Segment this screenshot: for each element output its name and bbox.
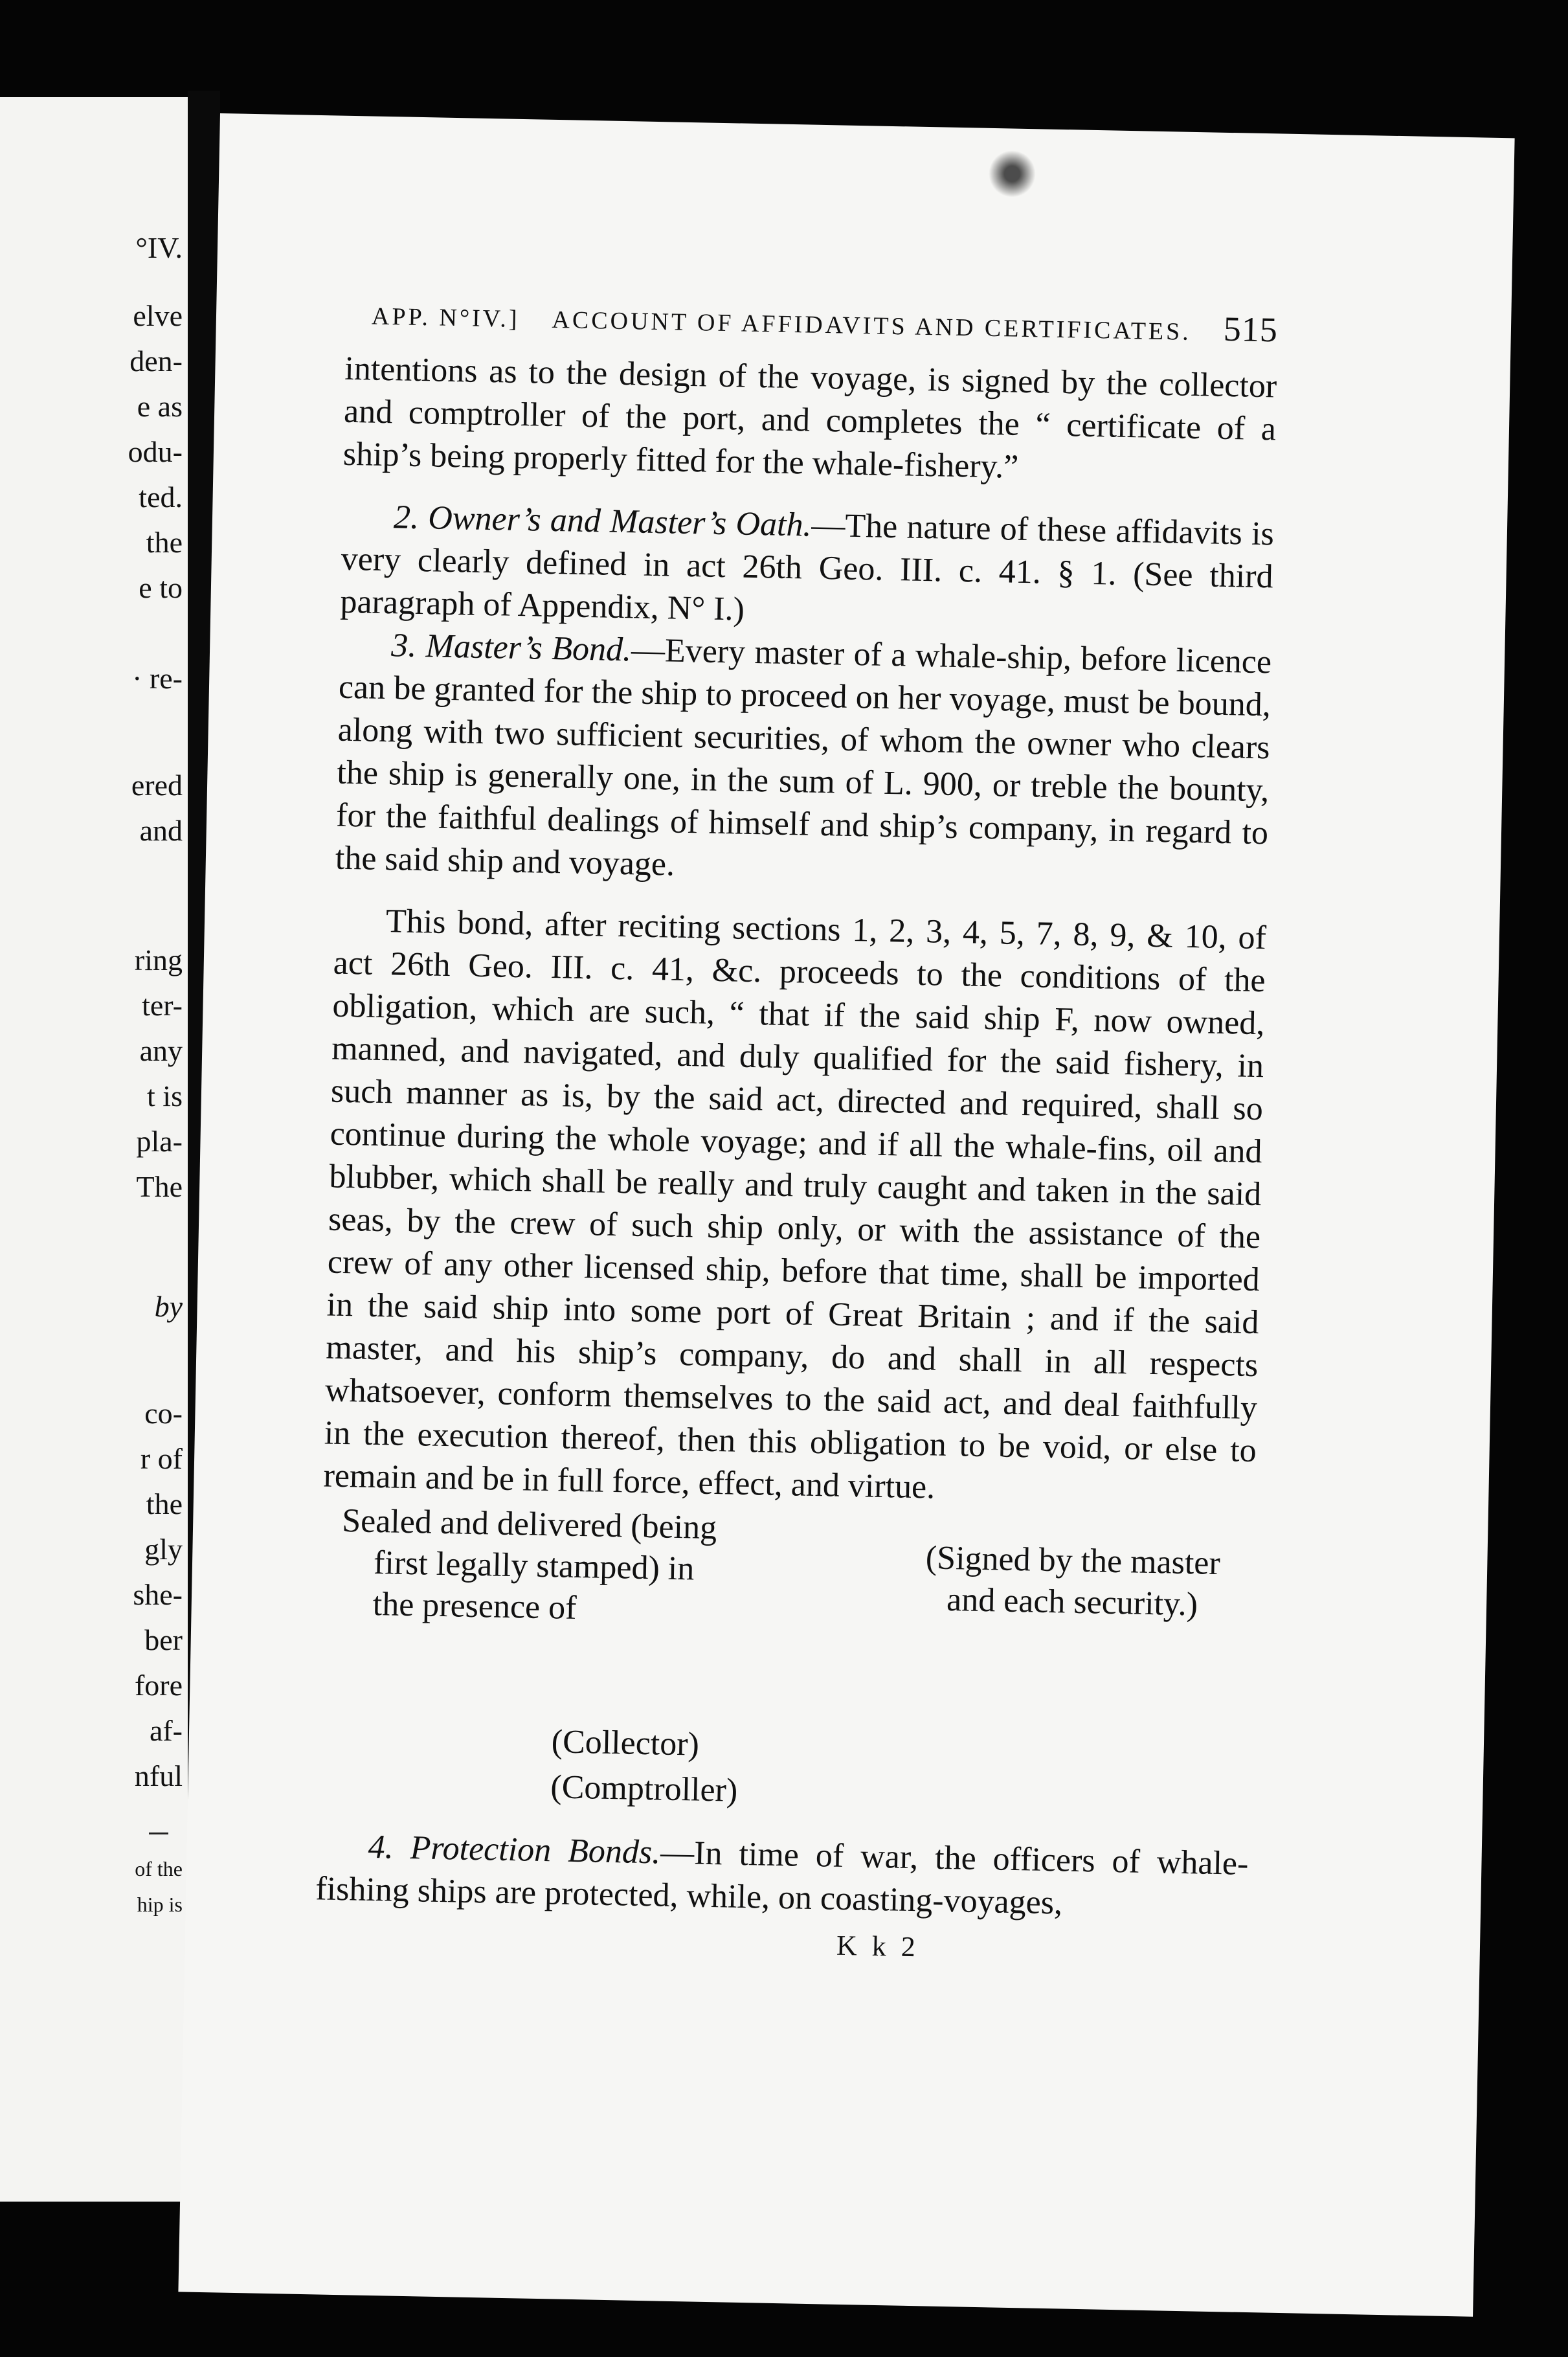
comptroller-label: (Comptroller) — [550, 1768, 738, 1809]
paragraph-2 — [340, 495, 1275, 642]
sealed-line: first legally stamped) in — [373, 1544, 695, 1588]
section-body: —Every master of a whale-ship, before licence can be granted for the ship to proceed on her voyage, must be bound, along with two sufficient securities, of whom the owner who clears the ship is generally one, in the sum of L. 900, or treble the bounty, for the faithful dealings of himself and ship’s company, in regard to the said ship and voyage. — [335, 631, 1272, 883]
paragraph-4: This bond, after reciting sections 1, 2, 3, 4, 5, 7, 8, 9, & 10, of act 26th Geo. III. c. 41, &c. proceeds to the conditions of the obligation, which are such, “ that if the said ship F, now owned, manned, and navigated, and duly qualified for the said fishery, in such manner as is, by the said act, directed and required, shall so continue during the whole voyage; and if all the whale-fins, oil and blubber, which shall be really and truly caught and taken in the said seas, by the crew of such ship only, or with the assistance of the crew of any other licensed ship, before that time, shall be imported in the said ship into some port of Great Britain ; and if the said master, and his ship’s company, do and shall in all respects whatsoever, conform themselves to the said act, and deal faithfully in the execution thereof, then this obligation to be void, or else to remain and be in full force, effect, and virtue. — [323, 903, 1267, 1506]
page-number: 515 — [1223, 309, 1279, 350]
left-fragment: ring — [134, 943, 183, 976]
left-fragment: co- — [144, 1397, 183, 1430]
left-fragment: ted. — [139, 480, 183, 513]
left-fragment: ter- — [142, 989, 183, 1022]
left-fragment: t is — [147, 1079, 183, 1112]
left-fragment: the — [146, 526, 183, 559]
facing-page — [0, 97, 188, 2202]
section-body: —The nature of these affidavits is very clearly defined in act 26th Geo. III. c. 41. § 1. (See third paragraph of Appendix, N° I.) — [340, 506, 1275, 628]
signed-line: (Signed by the master — [925, 1539, 1221, 1583]
left-footnote: hip is — [137, 1893, 183, 1916]
footnote-rule — [149, 1833, 168, 1834]
left-fragment: pla- — [136, 1125, 183, 1158]
left-fragment: by — [154, 1290, 183, 1323]
sealed-line: Sealed and delivered (being — [341, 1502, 717, 1547]
page-content — [314, 291, 1278, 1975]
left-fragment: the — [146, 1487, 183, 1520]
paragraph-5 — [315, 1825, 1249, 1928]
sealed-statement — [340, 1500, 763, 1632]
running-header — [371, 291, 1278, 355]
section-body: —In time of war, the officers of whale-fishing ships are protected, while, on coasting-voyages, — [315, 1834, 1249, 1922]
left-fragment: and — [139, 814, 183, 847]
left-fragment: °IV. — [135, 231, 183, 264]
sealed-line: the presence of — [372, 1585, 577, 1627]
header-title: ACCOUNT OF AFFIDAVITS AND CERTIFICATES. — [552, 306, 1192, 346]
left-fragment: elve — [133, 299, 183, 332]
header-appendix: APP. N°IV.] — [371, 302, 520, 333]
section-heading: 4. Protection Bonds. — [368, 1828, 661, 1871]
left-footnote: of the — [135, 1857, 183, 1880]
book-page — [178, 113, 1514, 2317]
left-fragment: gly — [144, 1533, 183, 1566]
signed-statement — [891, 1537, 1255, 1627]
left-fragment: nful — [134, 1759, 183, 1792]
left-fragment: The — [136, 1170, 183, 1203]
scan-blemish — [983, 148, 1042, 201]
signed-line: and each security.) — [946, 1581, 1198, 1623]
signature-block — [319, 1500, 1255, 1738]
catchword: K k 2 — [836, 1929, 920, 1963]
left-fragment: ered — [131, 769, 183, 802]
left-fragment: e as — [137, 390, 183, 423]
section-heading: 2. Owner’s and Master’s Oath. — [393, 499, 812, 544]
left-fragment: af- — [149, 1714, 183, 1747]
left-fragment: r of — [140, 1442, 183, 1475]
left-fragment: · re- — [132, 662, 183, 695]
paragraph-3 — [335, 624, 1271, 898]
left-fragment: she- — [133, 1578, 183, 1611]
left-fragment: ber — [144, 1623, 183, 1656]
left-fragment: e to — [139, 571, 183, 604]
left-fragment: fore — [134, 1669, 183, 1702]
left-fragment: den- — [129, 344, 183, 378]
left-fragment: any — [139, 1034, 183, 1067]
left-fragment: odu- — [128, 435, 183, 468]
collector-label: (Collector) — [551, 1723, 700, 1763]
paragraph-1: intentions as to the design of the voyage, is signed by the collector and comptroller of the port, and completes the “ certificate of a ship’s being properly fitted for the whale-fishery.” — [342, 350, 1277, 486]
section-heading: 3. Master’s Bond. — [390, 627, 632, 669]
